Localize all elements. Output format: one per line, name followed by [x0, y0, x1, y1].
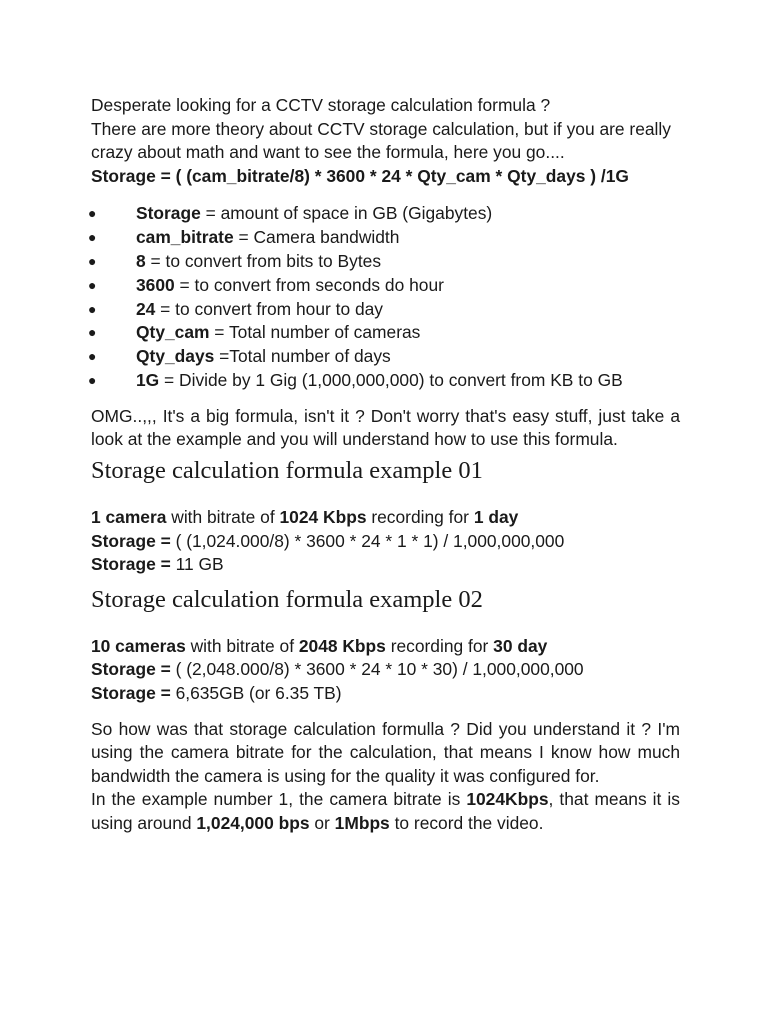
example-01-calc: [91, 530, 680, 554]
example-02-text: recording for: [385, 635, 494, 656]
bullet-icon: ●: [88, 252, 97, 269]
list-item: [88, 369, 680, 393]
definition-term: Qty_cam: [136, 322, 210, 343]
example-01-result: [91, 553, 680, 577]
example-01-section: [91, 506, 680, 577]
definition-term: 1G: [136, 369, 160, 390]
bullet-icon: ●: [88, 300, 97, 317]
definition-term: 8: [136, 250, 146, 271]
closing-text: to record the video.: [389, 812, 544, 833]
example-02-duration: 30 day: [493, 635, 548, 656]
closing-text: In the example number 1, the camera bitrate is: [91, 789, 467, 810]
list-item: [88, 345, 680, 369]
example-01-setup: [91, 506, 680, 530]
closing-paragraph-1: So how was that storage calculation formulla ? Did you understand it ? I'm using the camera bitrate for the calculation, that means I know how much bandwidth the camera is using for the quality it was configured for.: [91, 718, 680, 786]
definition-desc: = amount of space in GB (Gigabytes): [200, 203, 493, 224]
bullet-icon: ●: [88, 229, 97, 246]
example-01-cameras: 1 camera: [91, 506, 167, 527]
example-02-bitrate: 2048 Kbps: [298, 635, 386, 656]
example-02-section: [91, 635, 680, 706]
example-02-calc: [91, 658, 680, 682]
example-02-result-value: 6,635GB (or 6.35 TB): [170, 682, 342, 703]
list-item: [88, 274, 680, 298]
definition-desc: = to convert from seconds do hour: [174, 274, 444, 295]
definition-term: Qty_days: [136, 346, 215, 367]
definition-desc: = to convert from hour to day: [155, 298, 383, 319]
example-01-text: with bitrate of: [166, 506, 280, 527]
list-item: [88, 321, 680, 345]
closing-mbps: 1Mbps: [334, 812, 390, 833]
omg-paragraph: OMG..,,, It's a big formula, isn't it ? Don't worry that's easy stuff, just take a look at the example and you will understand how to use this formula.: [91, 405, 680, 450]
list-item: [88, 298, 680, 322]
example-01-calc-label: Storage =: [91, 530, 171, 551]
example-01-calc-value: ( (1,024.000/8) * 3600 * 24 * 1 * 1) / 1,000,000,000: [170, 530, 565, 551]
definition-desc: = to convert from bits to Bytes: [145, 250, 382, 271]
example-02-result-label: Storage =: [91, 682, 171, 703]
definition-desc: = Total number of cameras: [209, 322, 421, 343]
closing-section: [91, 718, 680, 836]
closing-paragraph-2: [91, 788, 680, 835]
bullet-icon: ●: [88, 276, 97, 293]
definition-desc: = Camera bandwidth: [233, 227, 400, 248]
example-01-text: recording for: [366, 506, 474, 527]
definition-desc: =Total number of days: [214, 346, 391, 367]
bullet-icon: ●: [88, 324, 97, 341]
example-02-text: with bitrate of: [185, 635, 299, 656]
main-formula: [91, 165, 680, 189]
closing-text: or: [309, 812, 335, 833]
intro-section: [91, 94, 680, 188]
example-01-heading: Storage calculation formula example 01: [91, 456, 483, 484]
example-02-cameras: 10 cameras: [91, 635, 186, 656]
closing-bps: 1,024,000 bps: [196, 812, 310, 833]
example-01-result-value: 11 GB: [170, 554, 224, 575]
intro-question: Desperate looking for a CCTV storage calculation formula ?: [91, 95, 551, 115]
intro-text: There are more theory about CCTV storage calculation, but if you are really crazy about math and want to see the formula, here you go....: [91, 118, 671, 163]
bullet-icon: ●: [88, 371, 97, 388]
example-02-heading: Storage calculation formula example 02: [91, 585, 483, 613]
list-item: [88, 226, 680, 250]
list-item: [88, 202, 680, 226]
list-item: [88, 250, 680, 274]
example-02-result: [91, 682, 680, 706]
main-formula-text: Storage = ( (cam_bitrate/8) * 3600 * 24 * Qty_cam * Qty_days ) /1G: [91, 165, 629, 186]
formula-definitions-list: [88, 202, 680, 392]
example-02-setup: [91, 635, 680, 659]
bullet-icon: ●: [88, 205, 97, 222]
definition-term: 3600: [136, 274, 175, 295]
closing-bitrate: 1024Kbps: [466, 789, 549, 810]
example-01-result-label: Storage =: [91, 554, 171, 575]
example-01-bitrate: 1024 Kbps: [279, 506, 367, 527]
definition-desc: = Divide by 1 Gig (1,000,000,000) to convert from KB to GB: [159, 369, 623, 390]
bullet-icon: ●: [88, 348, 97, 365]
example-02-calc-label: Storage =: [91, 659, 171, 680]
example-01-duration: 1 day: [473, 506, 519, 527]
definition-term: 24: [136, 298, 156, 319]
closing-text: , that means it is using around: [91, 789, 680, 833]
example-02-calc-value: ( (2,048.000/8) * 3600 * 24 * 10 * 30) / 1,000,000,000: [170, 659, 584, 680]
definition-term: cam_bitrate: [136, 227, 234, 248]
definition-term: Storage: [136, 203, 201, 224]
